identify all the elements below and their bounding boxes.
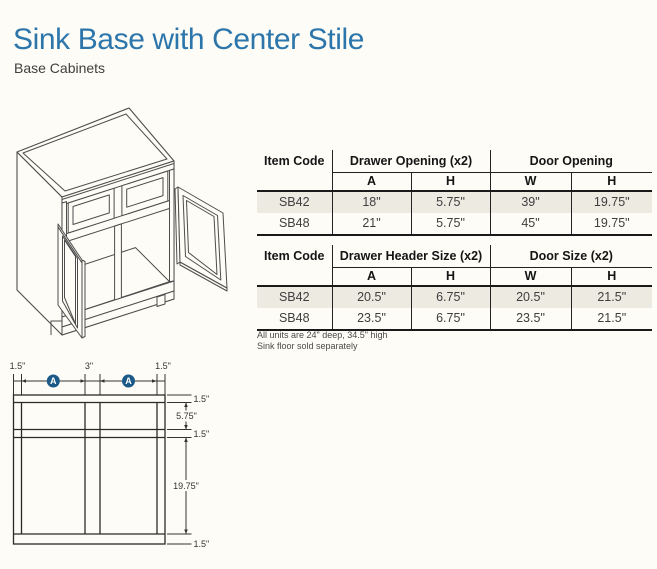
group-header-door-opening: Door Opening [490, 150, 652, 172]
dim-label-top-rail: 1.5" [193, 394, 210, 404]
dim-label-right-stile: 1.5" [155, 361, 171, 371]
sub-header-a: A [332, 172, 411, 191]
dim-label-mid-rail: 1.5" [193, 429, 210, 439]
face-frame-dimension-diagram [0, 358, 230, 558]
sub-header-h1: H [411, 267, 490, 286]
face-frame-outline [14, 395, 166, 544]
sub-header-a: A [332, 267, 411, 286]
value-cell: 6.75" [411, 308, 490, 330]
page-title: Sink Base with Center Stile [13, 23, 365, 56]
cabinet-open-door-right [175, 187, 227, 291]
cabinet-isometric-drawing [5, 95, 245, 345]
sub-header-h2: H [571, 267, 652, 286]
value-cell: 5.75" [411, 191, 490, 213]
col-header-item-code: Item Code [257, 245, 332, 267]
value-cell: 23.5" [332, 308, 411, 330]
dimension-marker-a-right [122, 375, 135, 388]
footnotes [257, 330, 387, 351]
spec-table-sizes [257, 245, 652, 331]
cabinet-center-stile [115, 224, 122, 300]
col-header-item-code: Item Code [257, 150, 332, 172]
group-header-drawer-header-size: Drawer Header Size (x2) [332, 245, 490, 267]
svg-text:A: A [50, 376, 57, 387]
page-subtitle: Base Cabinets [14, 60, 106, 76]
value-cell: 21" [332, 213, 411, 235]
table-row [257, 308, 652, 330]
value-cell: 6.75" [411, 286, 490, 308]
item-code-cell: SB48 [257, 213, 332, 235]
group-header-drawer-opening: Drawer Opening (x2) [332, 150, 490, 172]
value-cell: 23.5" [490, 308, 571, 330]
table-row [257, 213, 652, 235]
value-cell: 19.75" [593, 195, 630, 209]
dim-label-left-stile: 1.5" [9, 361, 26, 371]
dim-label-bottom-rail: 1.5" [193, 539, 210, 549]
item-code-cell: SB42 [257, 286, 332, 308]
dim-label-door-opening: 19.75" [173, 481, 199, 491]
value-cell: 18" [332, 191, 411, 213]
item-code-cell: SB48 [257, 308, 332, 330]
sub-header-w: W [490, 267, 571, 286]
footnote-sink-floor: Sink floor sold separately [257, 340, 358, 351]
value-cell: 20.5" [332, 286, 411, 308]
value-cell: 5.75" [411, 213, 490, 235]
value-cell: 19.75" [571, 213, 652, 235]
dim-label-center-stile: 3" [84, 361, 94, 371]
sub-header-blank [257, 172, 332, 191]
group-header-door-size: Door Size (x2) [490, 245, 652, 267]
svg-text:A: A [125, 376, 132, 387]
value-cell: 39" [490, 191, 571, 213]
table-row [257, 191, 652, 213]
sub-header-blank [257, 267, 332, 286]
value-cell: 20.5" [490, 286, 571, 308]
item-code-cell: SB42 [257, 191, 332, 213]
sub-header-h2: H [571, 172, 652, 191]
dim-label-drawer-opening: 5.75" [176, 411, 197, 421]
sub-header-h1: H [411, 172, 490, 191]
footnote-depth-height: All units are 24" deep, 34.5" high [257, 330, 388, 340]
dimension-marker-a-left [47, 375, 60, 388]
table-row [257, 286, 652, 308]
cabinet-foot [157, 295, 165, 307]
spec-table-openings [257, 150, 652, 236]
sub-header-w: W [490, 172, 571, 191]
value-cell: 21.5" [571, 308, 652, 330]
value-cell: 45" [490, 213, 571, 235]
value-cell: 21.5" [597, 290, 627, 304]
